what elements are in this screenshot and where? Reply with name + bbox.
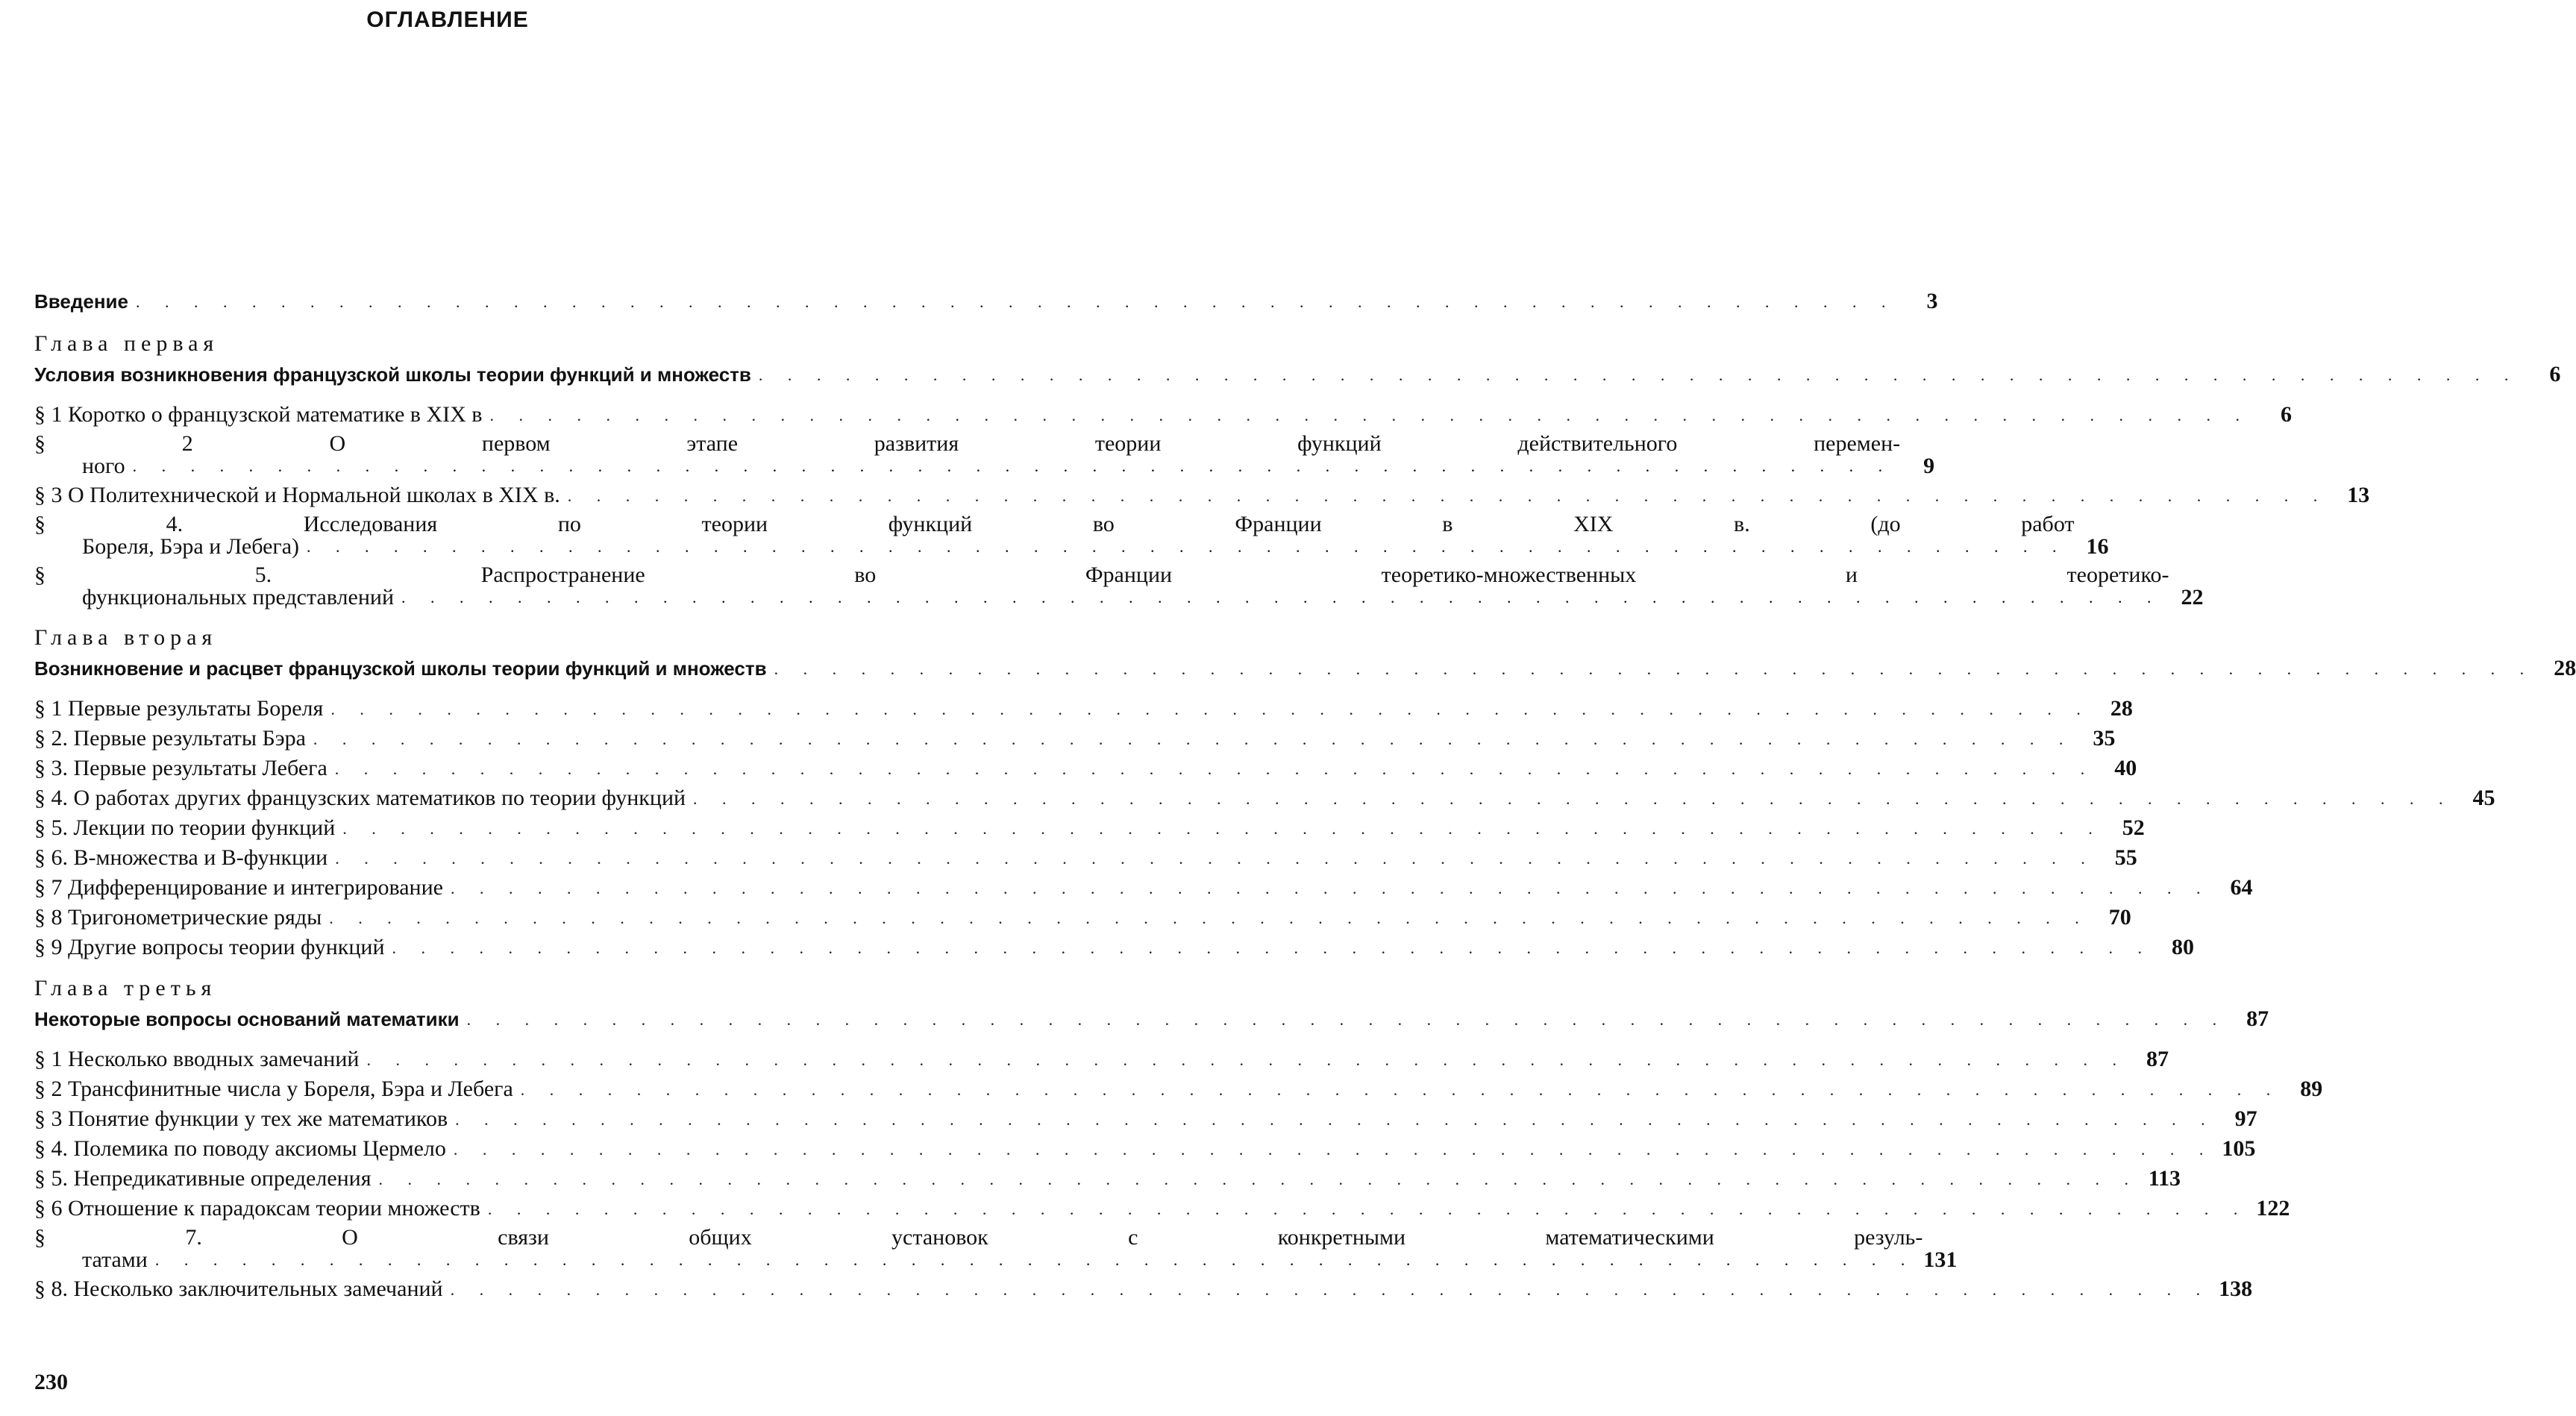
page-title: ОГЛАВЛЕНИЕ — [366, 7, 529, 32]
section-title: § 4. Полемика по поводу аксиомы Цермело — [34, 1136, 446, 1161]
dot-leader — [489, 407, 2250, 424]
toc-section-entry — [34, 1106, 2257, 1131]
dot-leader — [366, 1052, 2127, 1068]
dot-leader — [329, 910, 2090, 927]
chapter-title: Условия возникновения французской школы теории функций и множеств — [34, 363, 751, 386]
chapter-title-row — [34, 362, 2561, 386]
dot-leader — [335, 850, 2096, 867]
toc-section-entry — [34, 1225, 1958, 1272]
toc-section-entry — [34, 1136, 2256, 1161]
dot-leader — [467, 1012, 2228, 1028]
toc-section-entry — [34, 756, 2137, 780]
section-title-line2: ного — [82, 454, 125, 478]
dot-leader — [401, 589, 2162, 606]
toc-page-number: 105 — [2222, 1136, 2256, 1161]
dot-leader — [379, 1171, 2140, 1188]
toc-page-number: 40 — [2114, 756, 2137, 780]
toc-page-number: 16 — [2086, 534, 2109, 559]
toc-page-number: 64 — [2230, 875, 2253, 900]
toc-page-number: 122 — [2256, 1196, 2290, 1221]
dot-leader — [313, 731, 2074, 748]
dot-leader — [307, 539, 2067, 555]
toc-page-number: 80 — [2172, 935, 2194, 959]
dot-leader — [451, 1282, 2211, 1298]
section-title-line1: § 7. О связи общих установок с конкретными математическими резуль- — [34, 1225, 1923, 1250]
section-title: § 3 О Политехнической и Нормальной школах в XIX в. — [34, 483, 560, 507]
toc-section-entry — [34, 875, 2253, 900]
chapter-title: Некоторые вопросы оснований математики — [34, 1008, 460, 1030]
toc-page-number: 13 — [2347, 483, 2370, 507]
dot-leader — [568, 488, 2328, 504]
table-of-contents — [34, 289, 2576, 1318]
section-title-line2: Бореля, Бэра и Лебега) — [82, 534, 300, 559]
section-title-line1: § 2 О первом этапе развития теории функций действительного перемен- — [34, 431, 1901, 456]
chapter-label: Глава третья — [34, 976, 217, 1000]
section-title: § 3. Первые результаты Лебега — [34, 756, 328, 780]
section-title-line2: функциональных представлений — [82, 585, 394, 610]
toc-page-number: 138 — [2219, 1276, 2253, 1301]
toc-section-entry — [34, 815, 2145, 840]
chapter-list — [34, 331, 2576, 1301]
dot-leader — [521, 1082, 2281, 1098]
section-title: § 8 Тригонометрические ряды — [34, 905, 322, 930]
dot-leader — [392, 940, 2153, 956]
dot-leader — [133, 458, 1893, 474]
section-title: § 8. Несколько заключительных замечаний — [34, 1276, 443, 1301]
toc-page-number: 6 — [2549, 362, 2561, 386]
chapter-label: Глава вторая — [34, 625, 218, 650]
toc-section-entry — [34, 563, 2204, 610]
toc-section-entry — [34, 1196, 2290, 1221]
section-title-line1: § 4. Исследования по теории функций во Франции в XIX в. (до работ — [34, 512, 2075, 536]
toc-page-number: 70 — [2108, 905, 2131, 930]
toc-section-entry — [34, 1166, 2181, 1191]
dot-leader — [342, 821, 2103, 837]
toc-page-number: 113 — [2148, 1166, 2181, 1191]
dot-leader — [455, 1112, 2216, 1128]
toc-section-entry — [34, 1047, 2169, 1071]
page-number: 230 — [34, 1370, 68, 1394]
section-title: § 1 Первые результаты Бореля — [34, 696, 324, 721]
toc-page-number: 131 — [1923, 1247, 1958, 1272]
toc-entry-title: Введение — [34, 290, 128, 313]
toc-page-number: 28 — [2554, 656, 2576, 680]
dot-leader — [488, 1201, 2248, 1218]
toc-page-number: 89 — [2300, 1077, 2323, 1101]
section-title: § 6 Отношение к парадоксам теории множеств — [34, 1196, 480, 1221]
toc-section-entry — [34, 726, 2116, 751]
dot-leader — [335, 761, 2096, 777]
section-title: § 9 Другие вопросы теории функций — [34, 935, 385, 959]
chapter-title-row — [34, 656, 2576, 680]
toc-section-entry — [34, 786, 2495, 810]
toc-page-number: 97 — [2234, 1106, 2257, 1131]
chapter-block — [34, 976, 2323, 1301]
section-title: § 4. О работах других французских математиков по теории функций — [34, 786, 686, 810]
toc-section-entry — [34, 431, 1935, 478]
toc-page-number: 35 — [2093, 726, 2116, 751]
toc-section-entry — [34, 483, 2370, 507]
toc-page-number: 22 — [2181, 585, 2204, 610]
toc-page-number: 6 — [2280, 402, 2292, 427]
section-title: § 1 Несколько вводных замечаний — [34, 1047, 360, 1071]
toc-page-number: 9 — [1923, 454, 1935, 478]
dot-leader — [330, 701, 2091, 718]
chapter-label: Глава первая — [34, 331, 219, 356]
toc-section-entry — [34, 935, 2194, 959]
chapter-title: Возникновение и расцвет французской школы теории функций и множеств — [34, 657, 767, 680]
toc-entry-introduction — [34, 289, 1938, 313]
dot-leader — [155, 1252, 1916, 1268]
dot-leader — [136, 294, 1896, 310]
section-title: § 5. Непредикативные определения — [34, 1166, 372, 1191]
dot-leader — [693, 791, 2454, 807]
toc-section-entry — [34, 1077, 2323, 1101]
section-title: § 7 Дифференцирование и интегрирование — [34, 875, 443, 900]
section-title-line2: татами — [82, 1247, 148, 1272]
section-title-line1: § 5. Распространение во Франции теоретико-множественных и теоретико- — [34, 563, 2169, 587]
toc-section-entry — [34, 845, 2137, 870]
section-title: § 2. Первые результаты Бэра — [34, 726, 306, 751]
dot-leader — [774, 661, 2535, 677]
section-title: § 6. B-множества и B-функции — [34, 845, 328, 870]
chapter-title-row — [34, 1006, 2269, 1031]
toc-section-entry — [34, 512, 2109, 559]
toc-section-entry — [34, 402, 2292, 427]
toc-section-entry — [34, 1276, 2253, 1301]
dot-leader — [759, 367, 2519, 383]
section-title: § 5. Лекции по теории функций — [34, 815, 336, 840]
dot-leader — [454, 1141, 2214, 1158]
dot-leader — [451, 880, 2211, 897]
chapter-block — [34, 625, 2576, 959]
toc-page-number: 87 — [2246, 1006, 2269, 1031]
toc-page-number: 3 — [1926, 289, 1938, 313]
toc-page-number: 28 — [2110, 696, 2133, 721]
section-title: § 3 Понятие функции у тех же математиков — [34, 1106, 448, 1131]
toc-page-number: 55 — [2114, 845, 2137, 870]
chapter-block — [34, 331, 2561, 610]
toc-section-entry — [34, 696, 2133, 721]
toc-page-number: 52 — [2122, 815, 2145, 840]
toc-page-number: 45 — [2472, 786, 2495, 810]
section-title: § 1 Коротко о французской математике в XIX в — [34, 402, 483, 427]
toc-section-entry — [34, 905, 2131, 930]
toc-page-number: 87 — [2146, 1047, 2169, 1071]
section-title: § 2 Трансфинитные числа у Бореля, Бэра и Лебега — [34, 1077, 513, 1101]
